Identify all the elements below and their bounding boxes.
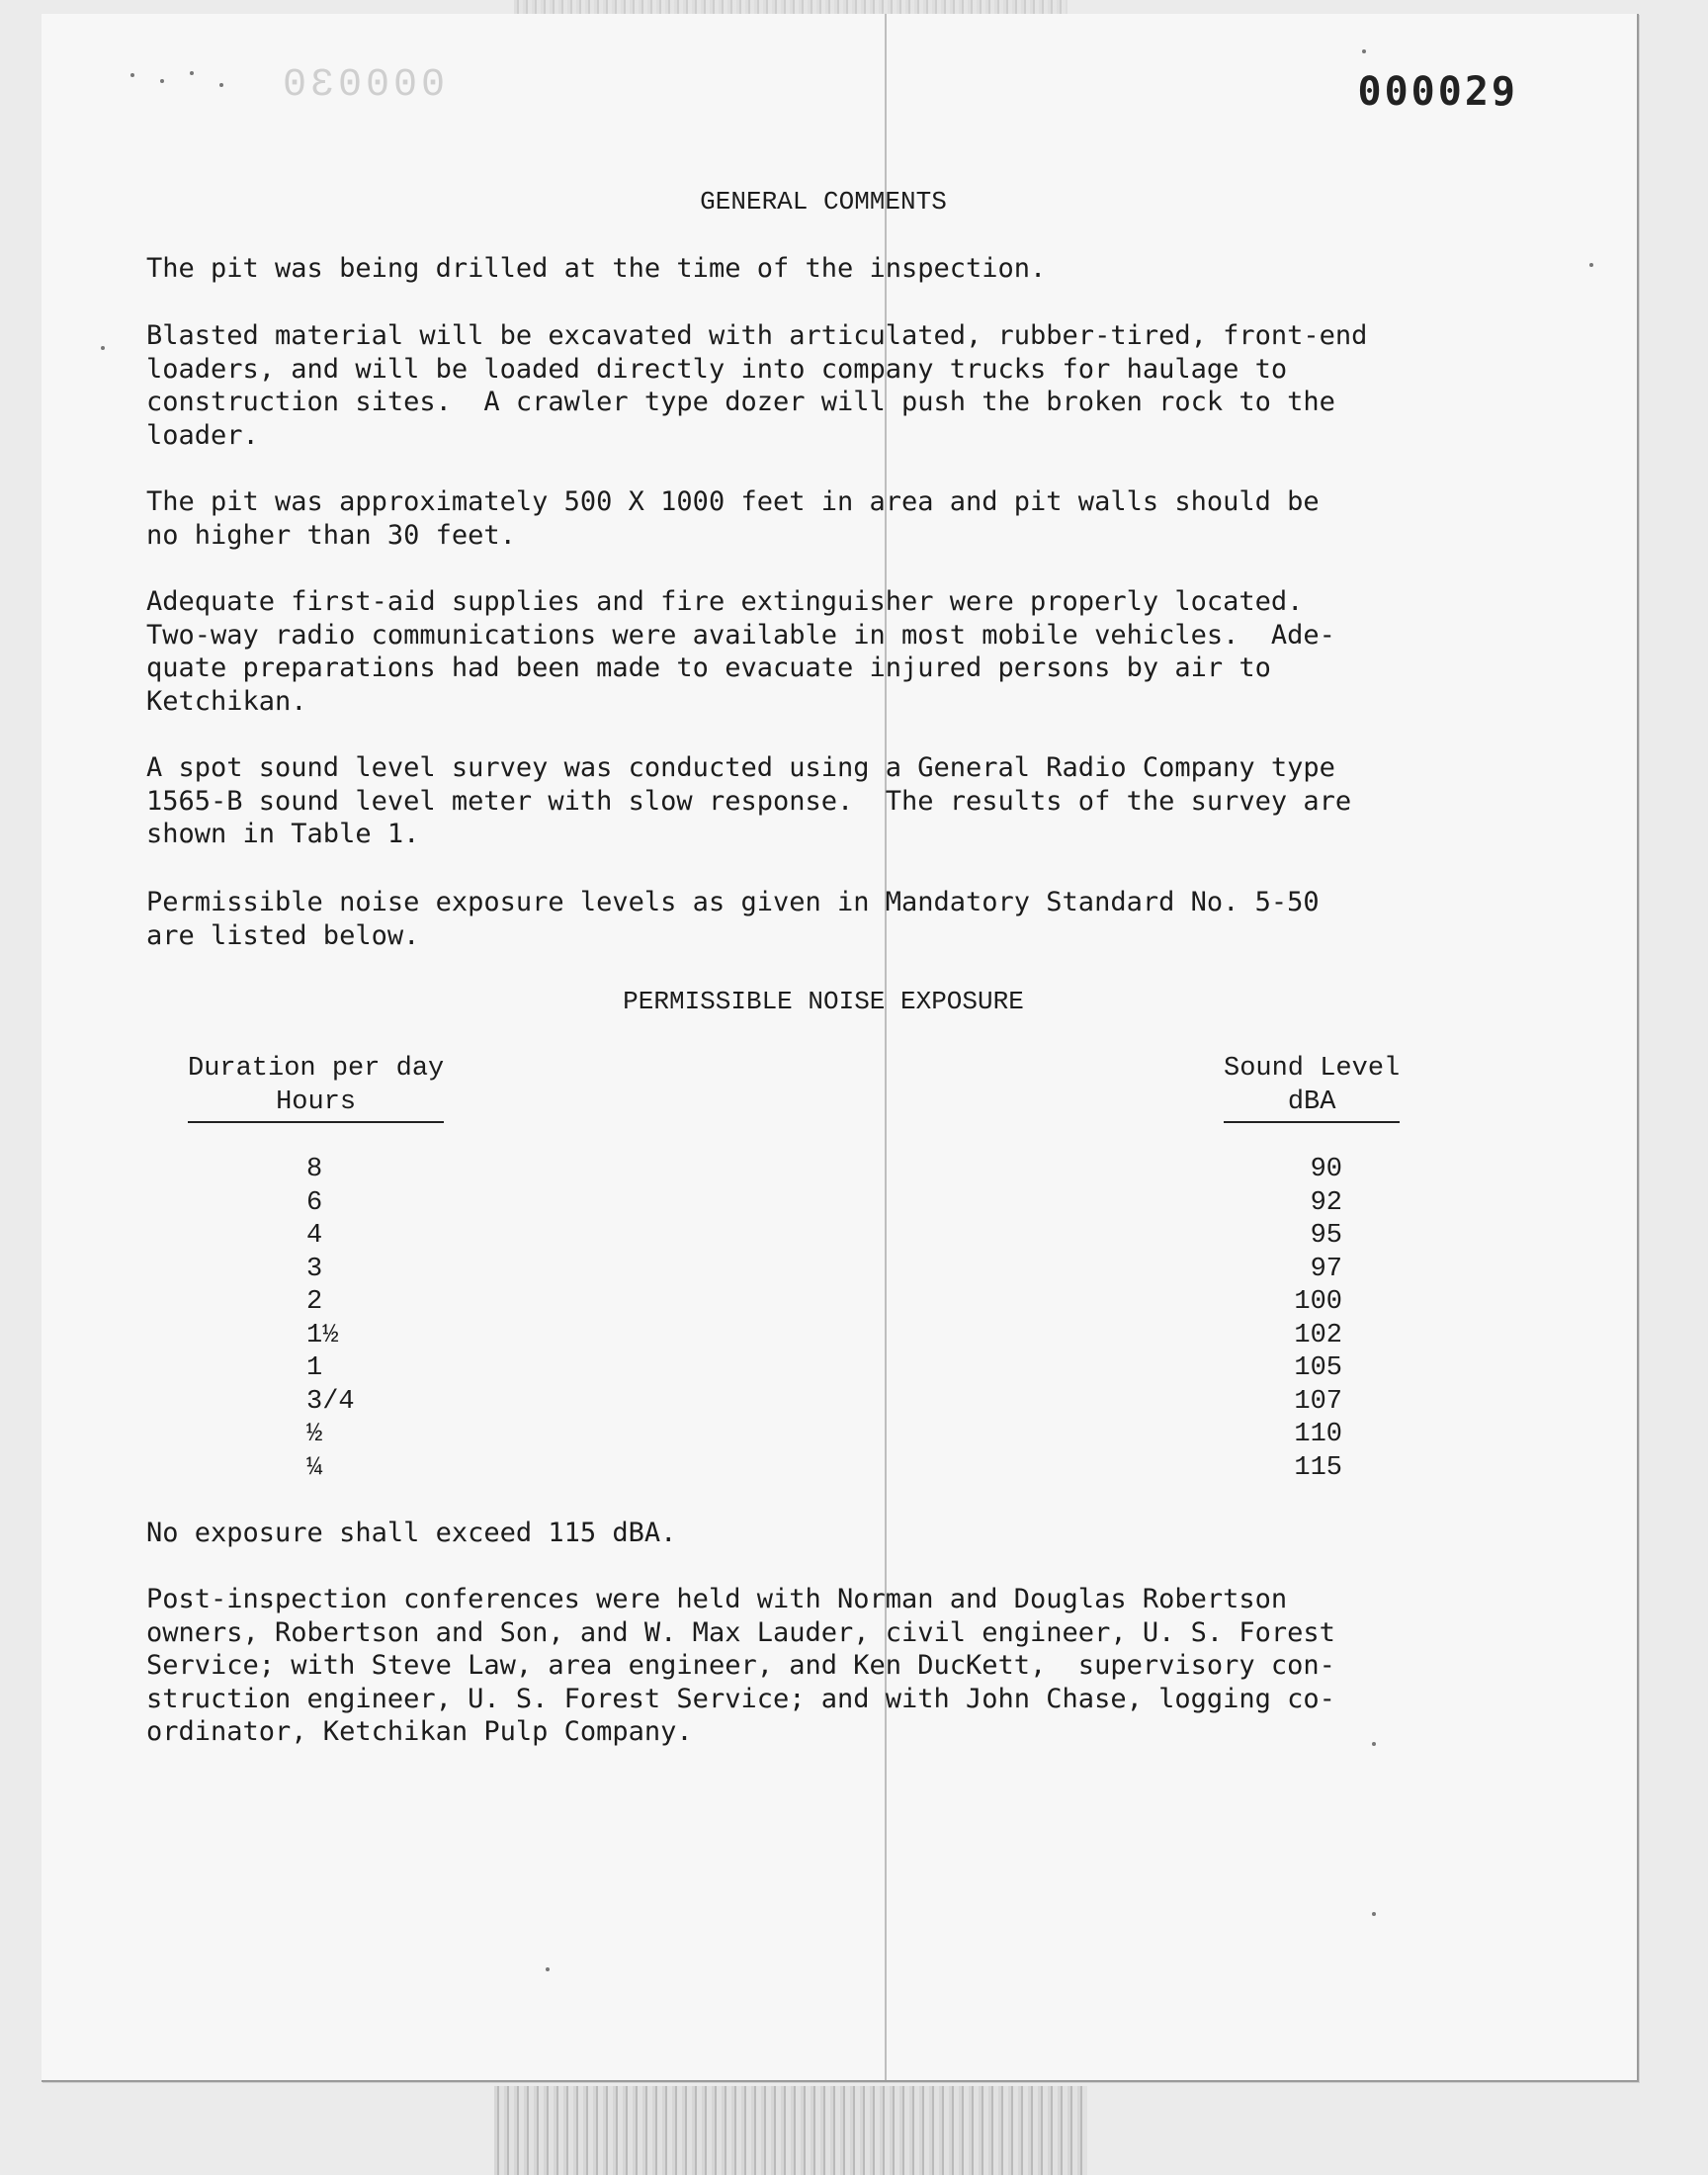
paragraph-excavation: Blasted material will be excavated with articulated, rubber-tired, front-end loaders, and will be loaded directly into company trucks for haulage to construction sites. A crawler type dozer will push the broken rock to the loader. xyxy=(146,320,1368,451)
paragraph-drilling: The pit was being drilled at the time of the inspection. xyxy=(146,253,1047,284)
duration-cell: 8 xyxy=(306,1155,323,1184)
scan-speck xyxy=(1372,1912,1376,1916)
level-cell: 97 xyxy=(1310,1254,1342,1284)
scan-speck xyxy=(219,83,223,87)
level-header-unit: dBA xyxy=(1224,1087,1400,1124)
scan-speck xyxy=(101,346,105,350)
section-heading: GENERAL COMMENTS xyxy=(700,187,947,217)
scan-speck xyxy=(1589,263,1593,267)
paragraph-exposure-limit: No exposure shall exceed 115 dBA. xyxy=(146,1518,677,1548)
level-cell: 115 xyxy=(1294,1452,1342,1483)
paragraph-sound-survey: A spot sound level survey was conducted using a General Radio Company type 1565-B sound level meter with slow response. The results of the survey are shown in Table 1. xyxy=(146,752,1352,849)
scan-speck xyxy=(546,1967,550,1971)
scan-speck xyxy=(160,79,164,83)
level-cell: 92 xyxy=(1310,1187,1342,1218)
level-cell: 105 xyxy=(1294,1353,1342,1383)
duration-cell: 1 xyxy=(306,1353,323,1383)
duration-cell: 3 xyxy=(306,1254,323,1284)
scan-speck xyxy=(190,71,194,75)
level-values xyxy=(1291,1154,1342,1485)
duration-cell: ¼ xyxy=(306,1452,323,1483)
duration-column-header xyxy=(188,1053,444,1123)
table-title: PERMISSIBLE NOISE EXPOSURE xyxy=(623,987,1024,1016)
scan-speck xyxy=(130,73,134,77)
level-cell: 107 xyxy=(1294,1386,1342,1417)
paragraph-conferences: Post-inspection conferences were held with Norman and Douglas Robertson owners, Robertson and Son, and W. Max Lauder, civil engineer, U. S. Forest Service; with Steve Law, area engineer, and Ken DucKett, supervisory con- struction engineer, U. S. Forest Service; and with John Chase, logging co- ordinator, Ketchikan Pulp Company. xyxy=(146,1584,1335,1747)
duration-cell: 6 xyxy=(306,1187,323,1218)
paragraph-first-aid: Adequate first-aid supplies and fire extinguisher were properly located. Two-way radio communications were available in most mobile vehicles. Ade- quate preparations had been made to evacuate injured persons by air to Ketchikan. xyxy=(146,586,1335,717)
duration-header-label: Duration per day xyxy=(188,1054,445,1084)
bleed-through-number: 000030 xyxy=(279,63,446,108)
level-cell: 90 xyxy=(1310,1155,1342,1184)
level-column-header xyxy=(1224,1053,1400,1123)
page-number: 000029 xyxy=(1357,69,1518,115)
paragraph-pit-size: The pit was approximately 500 X 1000 feet in area and pit walls should be no higher than 30 feet. xyxy=(146,486,1320,551)
level-cell: 100 xyxy=(1294,1287,1342,1317)
duration-header-unit: Hours xyxy=(188,1087,444,1124)
scan-edge-bottom xyxy=(494,2086,1087,2175)
duration-cell: 4 xyxy=(306,1221,323,1251)
level-cell: 102 xyxy=(1294,1320,1342,1350)
duration-cell: 1½ xyxy=(306,1320,339,1350)
duration-cell: ½ xyxy=(306,1420,323,1449)
duration-cell: 2 xyxy=(306,1287,323,1317)
scan-speck xyxy=(1362,49,1366,53)
duration-values xyxy=(306,1154,355,1485)
level-cell: 95 xyxy=(1310,1221,1342,1251)
level-cell: 110 xyxy=(1294,1420,1342,1449)
duration-cell: 3/4 xyxy=(306,1386,355,1417)
paragraph-noise-standard: Permissible noise exposure levels as given in Mandatory Standard No. 5-50 are listed below. xyxy=(146,887,1320,951)
level-header-label: Sound Level xyxy=(1224,1054,1401,1084)
scan-edge-top xyxy=(514,0,1068,14)
